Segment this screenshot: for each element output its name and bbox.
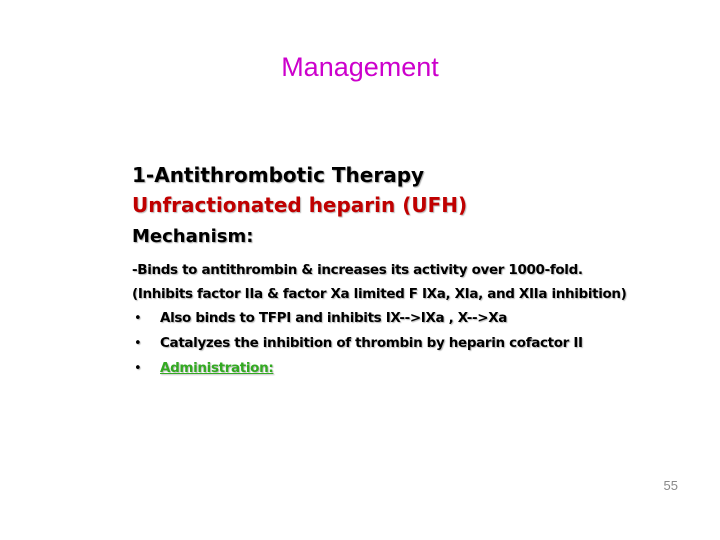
slide-title: Management [281, 52, 439, 82]
bullet-text: Catalyzes the inhibition of thrombin by heparin cofactor II [160, 335, 583, 351]
bullet-icon: • [134, 311, 142, 326]
bullet-item-tfpi [132, 306, 692, 331]
mechanism-line-1: -Binds to antithrombin & increases its activity over 1000-fold. [132, 262, 583, 278]
bullet-item-administration [132, 356, 692, 381]
mechanism-bullet-list [132, 306, 692, 381]
mechanism-line-2: (Inhibits factor IIa & factor Xa limited F IXa, XIa, and XIIa inhibition) [132, 286, 627, 302]
therapy-heading: 1-Antithrombotic Therapy [132, 163, 425, 187]
bullet-text: Also binds to TFPI and inhibits IX-->IXa , X-->Xa [160, 310, 508, 326]
administration-link[interactable]: Administration: [160, 360, 274, 376]
bullet-icon: • [134, 361, 142, 376]
drug-heading: Unfractionated heparin (UFH) [132, 193, 468, 217]
page-number: 55 [663, 478, 678, 493]
bullet-item-cofactor [132, 331, 692, 356]
mechanism-heading: Mechanism: [132, 226, 254, 247]
bullet-icon: • [134, 336, 142, 351]
slide-content [132, 160, 692, 381]
